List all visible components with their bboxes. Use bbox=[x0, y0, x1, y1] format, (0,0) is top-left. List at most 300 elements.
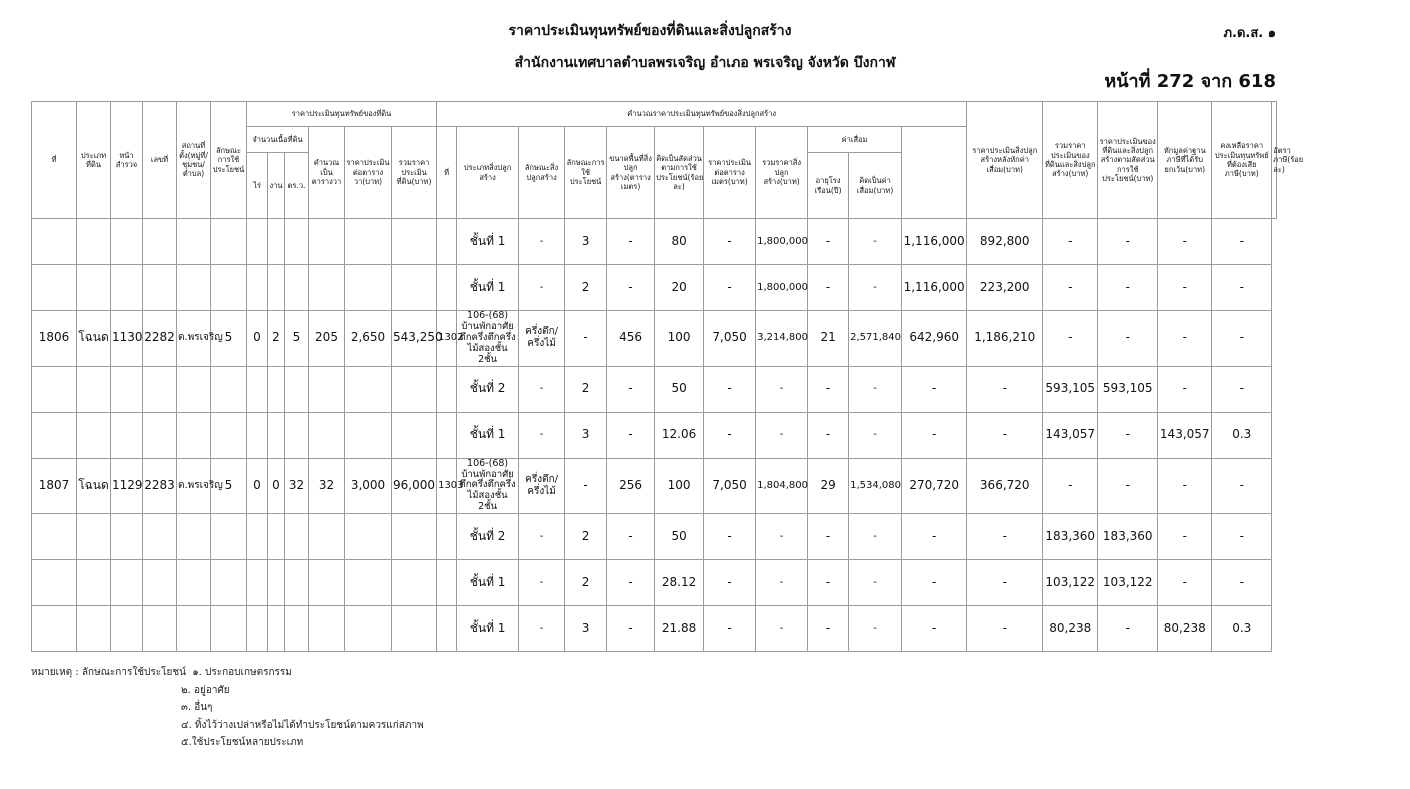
cell-no bbox=[32, 514, 77, 560]
cell-rate: - bbox=[1212, 366, 1272, 412]
cell-price-per-sqwa bbox=[345, 412, 392, 458]
cell-proportional: 80,238 bbox=[1043, 606, 1098, 652]
cell-land-total bbox=[392, 560, 437, 606]
cell-b-character: - bbox=[519, 219, 565, 265]
cell-after-dep: - bbox=[902, 412, 967, 458]
form-code: ภ.ด.ส. ๑ bbox=[1223, 26, 1276, 41]
cell-b-character: - bbox=[519, 366, 565, 412]
cell-after-dep: - bbox=[902, 366, 967, 412]
cell-b-area: - bbox=[607, 560, 655, 606]
cell-survey-page: 1129 bbox=[111, 458, 143, 514]
group-depreciation: ค่าเสื่อม bbox=[808, 127, 902, 153]
cell-b-area: - bbox=[607, 265, 655, 311]
cell-price-per-sqwa: 3,000 bbox=[345, 458, 392, 514]
cell-age: 29 bbox=[808, 458, 849, 514]
cell-proportional: 183,360 bbox=[1043, 514, 1098, 560]
cell-b-price-sqm: - bbox=[704, 514, 756, 560]
cell-wa bbox=[285, 265, 309, 311]
cell-location bbox=[177, 412, 211, 458]
cell-no bbox=[32, 219, 77, 265]
cell-b-no bbox=[437, 366, 457, 412]
cell-number bbox=[143, 265, 177, 311]
cell-rate: 0.3 bbox=[1212, 606, 1272, 652]
cell-b-area: 456 bbox=[607, 311, 655, 367]
cell-b-total: - bbox=[756, 514, 808, 560]
cell-location bbox=[177, 366, 211, 412]
cell-land-type: โฉนด bbox=[77, 311, 111, 367]
cell-b-ratio: 100 bbox=[655, 458, 704, 514]
cell-price-per-sqwa bbox=[345, 219, 392, 265]
col-exemption: หักมูลค่าฐานภาษีที่ได้รับยกเว้น(บาท) bbox=[1158, 102, 1212, 219]
group-area: จำนวนเนื้อที่ดิน bbox=[247, 127, 309, 153]
cell-no bbox=[32, 265, 77, 311]
cell-taxable: - bbox=[1158, 458, 1212, 514]
cell-b-price-sqm: - bbox=[704, 560, 756, 606]
cell-b-no: 1303 bbox=[437, 458, 457, 514]
cell-calc-sqwa bbox=[309, 514, 345, 560]
cell-dep-amount: - bbox=[849, 219, 902, 265]
cell-grand-total: - bbox=[967, 366, 1043, 412]
cell-after-dep: 1,116,000 bbox=[902, 219, 967, 265]
cell-land-type bbox=[77, 560, 111, 606]
col-b-type: ประเภทสิ่งปลูกสร้าง bbox=[457, 127, 519, 219]
cell-b-total: - bbox=[756, 412, 808, 458]
cell-number: 2283 bbox=[143, 458, 177, 514]
cell-dep-amount: 2,571,840 bbox=[849, 311, 902, 367]
table-row bbox=[32, 265, 1277, 311]
cell-dep-amount: 1,534,080 bbox=[849, 458, 902, 514]
cell-grand-total: - bbox=[967, 412, 1043, 458]
cell-grand-total: - bbox=[967, 606, 1043, 652]
cell-number bbox=[143, 366, 177, 412]
table-row bbox=[32, 606, 1277, 652]
cell-exemption: 593,105 bbox=[1098, 366, 1158, 412]
cell-ngan: 2 bbox=[268, 311, 285, 367]
cell-land-total bbox=[392, 412, 437, 458]
cell-b-character: - bbox=[519, 560, 565, 606]
cell-b-ratio: 100 bbox=[655, 311, 704, 367]
notes-line-1 bbox=[31, 664, 424, 682]
cell-land-type bbox=[77, 606, 111, 652]
footnotes bbox=[31, 664, 424, 752]
col-land-type: ประเภทที่ดิน bbox=[77, 102, 111, 219]
cell-exemption: - bbox=[1098, 606, 1158, 652]
cell-b-type: ชั้นที่ 1 bbox=[457, 560, 519, 606]
report-title: ราคาประเมินทุนทรัพย์ของที่ดินและสิ่งปลูกสร้าง bbox=[508, 23, 792, 39]
table-row bbox=[32, 458, 1277, 514]
col-grand-total: รวมราคาประเมินของที่ดินและสิ่งปลูกสร้าง(บาท) bbox=[1043, 102, 1098, 219]
cell-location: ต.พรเจริญ bbox=[177, 458, 211, 514]
cell-ngan bbox=[268, 366, 285, 412]
cell-grand-total: 366,720 bbox=[967, 458, 1043, 514]
note-item: ๓. อื่นๆ bbox=[181, 702, 213, 713]
col-land-total: รวมราคาประเมินที่ดิน(บาท) bbox=[392, 127, 437, 219]
cell-land-total bbox=[392, 265, 437, 311]
cell-rai: 0 bbox=[247, 458, 268, 514]
cell-grand-total: 892,800 bbox=[967, 219, 1043, 265]
col-calc-sqwa: คำนวณเป็นตารางวา bbox=[309, 127, 345, 219]
cell-b-no bbox=[437, 606, 457, 652]
col-survey-page: หน้าสำรวจ bbox=[111, 102, 143, 219]
cell-b-usage: 3 bbox=[565, 219, 607, 265]
cell-b-no bbox=[437, 265, 457, 311]
cell-b-type: 106-(68) บ้านพักอาศัยตึกครึ่งตึกครึ่งไม้สองชั้น 2ชั้น bbox=[457, 311, 519, 367]
cell-calc-sqwa bbox=[309, 265, 345, 311]
cell-b-price-sqm: - bbox=[704, 412, 756, 458]
cell-b-price-sqm: - bbox=[704, 366, 756, 412]
table-row bbox=[32, 219, 1277, 265]
cell-b-total: 3,214,800 bbox=[756, 311, 808, 367]
cell-calc-sqwa bbox=[309, 219, 345, 265]
cell-b-area: 256 bbox=[607, 458, 655, 514]
note-item: ๔. ทิ้งไว้ว่างเปล่าหรือไม่ได้ทำประโยชน์ตามควรแก่สภาพ bbox=[181, 719, 424, 731]
cell-grand-total: - bbox=[967, 514, 1043, 560]
cell-b-total: - bbox=[756, 560, 808, 606]
cell-rate: - bbox=[1212, 311, 1272, 367]
group-land: ราคาประเมินทุนทรัพย์ของที่ดิน bbox=[247, 102, 437, 127]
cell-ngan bbox=[268, 560, 285, 606]
col-proportional: ราคาประเมินของที่ดินและสิ่งปลูกสร้างตามสัดส่วนการใช้ประโยชน์(บาท) bbox=[1098, 102, 1158, 219]
cell-exemption: - bbox=[1098, 412, 1158, 458]
cell-exemption: - bbox=[1098, 219, 1158, 265]
cell-age: 21 bbox=[808, 311, 849, 367]
notes-lead: หมายเหตุ : ลักษณะการใช้ประโยชน์ bbox=[31, 667, 186, 678]
cell-age: - bbox=[808, 366, 849, 412]
cell-b-no bbox=[437, 514, 457, 560]
cell-wa bbox=[285, 606, 309, 652]
cell-b-usage: 2 bbox=[565, 560, 607, 606]
cell-survey-page bbox=[111, 366, 143, 412]
cell-land-type bbox=[77, 366, 111, 412]
cell-b-usage: 3 bbox=[565, 412, 607, 458]
cell-after-dep: 1,116,000 bbox=[902, 265, 967, 311]
cell-survey-page bbox=[111, 412, 143, 458]
cell-wa: 5 bbox=[285, 311, 309, 367]
table-row bbox=[32, 412, 1277, 458]
col-rate: อัตราภาษี(ร้อยละ) bbox=[1272, 102, 1277, 219]
col-no: ที่ bbox=[32, 102, 77, 219]
cell-land-total bbox=[392, 219, 437, 265]
cell-usage bbox=[211, 366, 247, 412]
cell-rate: - bbox=[1212, 514, 1272, 560]
cell-proportional: - bbox=[1043, 458, 1098, 514]
cell-price-per-sqwa bbox=[345, 366, 392, 412]
cell-dep-amount: - bbox=[849, 560, 902, 606]
cell-b-type: ชั้นที่ 1 bbox=[457, 412, 519, 458]
cell-proportional: - bbox=[1043, 265, 1098, 311]
cell-usage bbox=[211, 412, 247, 458]
page-indicator: หน้าที่ 272 จาก 618 bbox=[1104, 71, 1276, 92]
col-age: อายุโรงเรือน(ปี) bbox=[808, 153, 849, 219]
cell-taxable: 143,057 bbox=[1158, 412, 1212, 458]
cell-calc-sqwa bbox=[309, 366, 345, 412]
cell-taxable: - bbox=[1158, 514, 1212, 560]
cell-b-usage: 2 bbox=[565, 265, 607, 311]
cell-b-ratio: 80 bbox=[655, 219, 704, 265]
cell-b-ratio: 20 bbox=[655, 265, 704, 311]
cell-b-type: ชั้นที่ 1 bbox=[457, 265, 519, 311]
cell-location bbox=[177, 219, 211, 265]
cell-ngan bbox=[268, 606, 285, 652]
col-ngan: งาน bbox=[268, 153, 285, 219]
cell-location: ต.พรเจริญ bbox=[177, 311, 211, 367]
cell-rai bbox=[247, 265, 268, 311]
cell-no bbox=[32, 560, 77, 606]
cell-survey-page bbox=[111, 265, 143, 311]
cell-wa bbox=[285, 514, 309, 560]
cell-land-type bbox=[77, 412, 111, 458]
cell-b-type: ชั้นที่ 2 bbox=[457, 514, 519, 560]
cell-usage bbox=[211, 514, 247, 560]
cell-usage: 5 bbox=[211, 458, 247, 514]
cell-usage: 5 bbox=[211, 311, 247, 367]
cell-survey-page: 1130 bbox=[111, 311, 143, 367]
cell-calc-sqwa bbox=[309, 412, 345, 458]
note-item: ๒. อยู่อาศัย bbox=[181, 684, 230, 696]
col-b-character: ลักษณะสิ่งปลูกสร้าง bbox=[519, 127, 565, 219]
cell-b-type: 106-(68) บ้านพักอาศัยตึกครึ่งตึกครึ่งไม้สองชั้น 2ชั้น bbox=[457, 458, 519, 514]
cell-no bbox=[32, 412, 77, 458]
cell-location bbox=[177, 514, 211, 560]
cell-number bbox=[143, 606, 177, 652]
cell-wa bbox=[285, 412, 309, 458]
cell-taxable: 80,238 bbox=[1158, 606, 1212, 652]
cell-survey-page bbox=[111, 560, 143, 606]
col-b-area: ขนาดพื้นที่สิ่งปลูกสร้าง(ตารางเมตร) bbox=[607, 127, 655, 219]
cell-b-no bbox=[437, 412, 457, 458]
cell-wa: 32 bbox=[285, 458, 309, 514]
cell-ngan bbox=[268, 219, 285, 265]
cell-wa bbox=[285, 560, 309, 606]
col-wa: ตร.ว. bbox=[285, 153, 309, 219]
cell-b-usage: 3 bbox=[565, 606, 607, 652]
cell-exemption: - bbox=[1098, 458, 1158, 514]
cell-rai bbox=[247, 366, 268, 412]
cell-price-per-sqwa bbox=[345, 606, 392, 652]
cell-rai bbox=[247, 560, 268, 606]
cell-price-per-sqwa bbox=[345, 560, 392, 606]
cell-exemption: 183,360 bbox=[1098, 514, 1158, 560]
cell-land-total: 96,000 bbox=[392, 458, 437, 514]
cell-land-total bbox=[392, 366, 437, 412]
cell-b-area: - bbox=[607, 219, 655, 265]
cell-after-dep: - bbox=[902, 560, 967, 606]
cell-b-usage: 2 bbox=[565, 366, 607, 412]
cell-number: 2282 bbox=[143, 311, 177, 367]
cell-ngan bbox=[268, 412, 285, 458]
cell-after-dep: 270,720 bbox=[902, 458, 967, 514]
cell-location bbox=[177, 265, 211, 311]
cell-b-character: ครึ่งตึก/ครึ่งไม้ bbox=[519, 458, 565, 514]
cell-taxable: - bbox=[1158, 219, 1212, 265]
col-b-price-sqm: ราคาประเมินต่อตารางเมตร(บาท) bbox=[704, 127, 756, 219]
cell-price-per-sqwa bbox=[345, 265, 392, 311]
col-location: สถานที่ตั้ง(หมู่ที่/ชุมชน/ตำบล) bbox=[177, 102, 211, 219]
cell-rai bbox=[247, 412, 268, 458]
cell-age: - bbox=[808, 219, 849, 265]
cell-exemption: - bbox=[1098, 265, 1158, 311]
cell-after-dep: 642,960 bbox=[902, 311, 967, 367]
cell-b-total: 1,800,000 bbox=[756, 265, 808, 311]
cell-ngan bbox=[268, 514, 285, 560]
cell-number bbox=[143, 219, 177, 265]
cell-b-no: 1302 bbox=[437, 311, 457, 367]
cell-ngan bbox=[268, 265, 285, 311]
cell-age: - bbox=[808, 606, 849, 652]
cell-b-price-sqm: 7,050 bbox=[704, 458, 756, 514]
cell-b-price-sqm: 7,050 bbox=[704, 311, 756, 367]
cell-b-total: 1,800,000 bbox=[756, 219, 808, 265]
table-row bbox=[32, 311, 1277, 367]
cell-b-area: - bbox=[607, 366, 655, 412]
cell-b-character: - bbox=[519, 514, 565, 560]
cell-b-total: - bbox=[756, 366, 808, 412]
note-item: ๑. ประกอบเกษตรกรรม bbox=[192, 667, 292, 678]
cell-after-dep: - bbox=[902, 606, 967, 652]
cell-b-price-sqm: - bbox=[704, 265, 756, 311]
cell-b-price-sqm: - bbox=[704, 606, 756, 652]
cell-usage bbox=[211, 265, 247, 311]
cell-b-no bbox=[437, 219, 457, 265]
cell-calc-sqwa: 205 bbox=[309, 311, 345, 367]
cell-price-per-sqwa bbox=[345, 514, 392, 560]
cell-b-no bbox=[437, 560, 457, 606]
cell-b-character: - bbox=[519, 265, 565, 311]
cell-b-area: - bbox=[607, 412, 655, 458]
cell-b-area: - bbox=[607, 606, 655, 652]
cell-taxable: - bbox=[1158, 265, 1212, 311]
cell-land-type bbox=[77, 265, 111, 311]
cell-rate: - bbox=[1212, 458, 1272, 514]
cell-b-price-sqm: - bbox=[704, 219, 756, 265]
cell-dep-amount: - bbox=[849, 514, 902, 560]
cell-b-ratio: 50 bbox=[655, 366, 704, 412]
cell-proportional: - bbox=[1043, 219, 1098, 265]
cell-land-total bbox=[392, 606, 437, 652]
cell-age: - bbox=[808, 265, 849, 311]
cell-b-ratio: 50 bbox=[655, 514, 704, 560]
cell-location bbox=[177, 560, 211, 606]
cell-no: 1807 bbox=[32, 458, 77, 514]
cell-proportional: 103,122 bbox=[1043, 560, 1098, 606]
cell-proportional: 143,057 bbox=[1043, 412, 1098, 458]
cell-dep-amount: - bbox=[849, 366, 902, 412]
cell-no bbox=[32, 366, 77, 412]
cell-b-total: - bbox=[756, 606, 808, 652]
cell-proportional: - bbox=[1043, 311, 1098, 367]
cell-number bbox=[143, 560, 177, 606]
cell-no: 1806 bbox=[32, 311, 77, 367]
cell-taxable: - bbox=[1158, 311, 1212, 367]
group-building: คำนวณราคาประเมินทุนทรัพย์ของสิ่งปลูกสร้าง bbox=[437, 102, 967, 127]
table-body bbox=[32, 219, 1277, 652]
col-price-per-sqwa: ราคาประเมินต่อตารางวา(บาท) bbox=[345, 127, 392, 219]
cell-grand-total: - bbox=[967, 560, 1043, 606]
cell-location bbox=[177, 606, 211, 652]
cell-rate: - bbox=[1212, 560, 1272, 606]
cell-b-usage: - bbox=[565, 458, 607, 514]
cell-taxable: - bbox=[1158, 560, 1212, 606]
col-b-ratio: คิดเป็นสัดส่วนตามการใช้ประโยชน์(ร้อยละ) bbox=[655, 127, 704, 219]
cell-land-type bbox=[77, 514, 111, 560]
note-item: ๕.ใช้ประโยชน์หลายประเภท bbox=[181, 737, 304, 748]
cell-wa bbox=[285, 366, 309, 412]
cell-b-total: 1,804,800 bbox=[756, 458, 808, 514]
cell-wa bbox=[285, 219, 309, 265]
cell-taxable: - bbox=[1158, 366, 1212, 412]
cell-age: - bbox=[808, 514, 849, 560]
cell-b-type: ชั้นที่ 1 bbox=[457, 606, 519, 652]
cell-price-per-sqwa: 2,650 bbox=[345, 311, 392, 367]
cell-b-character: ครึ่งตึก/ครึ่งไม้ bbox=[519, 311, 565, 367]
cell-b-type: ชั้นที่ 1 bbox=[457, 219, 519, 265]
assessment-table bbox=[31, 101, 1304, 652]
cell-number bbox=[143, 412, 177, 458]
cell-survey-page bbox=[111, 606, 143, 652]
col-taxable: คงเหลือราคาประเมินทุนทรัพย์ที่ต้องเสียภาษี(บาท) bbox=[1212, 102, 1272, 219]
table-row bbox=[32, 366, 1277, 412]
cell-dep-amount: - bbox=[849, 606, 902, 652]
cell-rate: - bbox=[1212, 219, 1272, 265]
cell-rai bbox=[247, 606, 268, 652]
col-dep-amount: คิดเป็นค่าเสื่อม(บาท) bbox=[849, 153, 902, 219]
cell-proportional: 593,105 bbox=[1043, 366, 1098, 412]
cell-number bbox=[143, 514, 177, 560]
cell-grand-total: 1,186,210 bbox=[967, 311, 1043, 367]
cell-usage bbox=[211, 606, 247, 652]
cell-calc-sqwa: 32 bbox=[309, 458, 345, 514]
cell-land-type bbox=[77, 219, 111, 265]
col-usage: ลักษณะการใช้ประโยชน์ bbox=[211, 102, 247, 219]
table-row bbox=[32, 560, 1277, 606]
cell-no bbox=[32, 606, 77, 652]
cell-land-total: 543,250 bbox=[392, 311, 437, 367]
table-row bbox=[32, 514, 1277, 560]
col-b-usage: ลักษณะการใช้ประโยชน์ bbox=[565, 127, 607, 219]
cell-land-total bbox=[392, 514, 437, 560]
cell-b-area: - bbox=[607, 514, 655, 560]
cell-dep-amount: - bbox=[849, 265, 902, 311]
cell-b-character: - bbox=[519, 412, 565, 458]
cell-dep-amount: - bbox=[849, 412, 902, 458]
cell-survey-page bbox=[111, 514, 143, 560]
cell-usage bbox=[211, 219, 247, 265]
col-rai: ไร่ bbox=[247, 153, 268, 219]
cell-grand-total: 223,200 bbox=[967, 265, 1043, 311]
cell-calc-sqwa bbox=[309, 560, 345, 606]
cell-b-type: ชั้นที่ 2 bbox=[457, 366, 519, 412]
cell-survey-page bbox=[111, 219, 143, 265]
cell-rate: - bbox=[1212, 265, 1272, 311]
cell-b-ratio: 12.06 bbox=[655, 412, 704, 458]
cell-rai bbox=[247, 219, 268, 265]
col-number: เลขที่ bbox=[143, 102, 177, 219]
cell-b-character: - bbox=[519, 606, 565, 652]
cell-after-dep: - bbox=[902, 514, 967, 560]
cell-land-type: โฉนด bbox=[77, 458, 111, 514]
cell-usage bbox=[211, 560, 247, 606]
cell-age: - bbox=[808, 560, 849, 606]
cell-rate: 0.3 bbox=[1212, 412, 1272, 458]
cell-ngan: 0 bbox=[268, 458, 285, 514]
cell-calc-sqwa bbox=[309, 606, 345, 652]
cell-rai bbox=[247, 514, 268, 560]
cell-age: - bbox=[808, 412, 849, 458]
cell-exemption: 103,122 bbox=[1098, 560, 1158, 606]
col-b-no: ที่ bbox=[437, 127, 457, 219]
col-b-total: รวมราคาสิ่งปลูกสร้าง(บาท) bbox=[756, 127, 808, 219]
cell-b-ratio: 28.12 bbox=[655, 560, 704, 606]
